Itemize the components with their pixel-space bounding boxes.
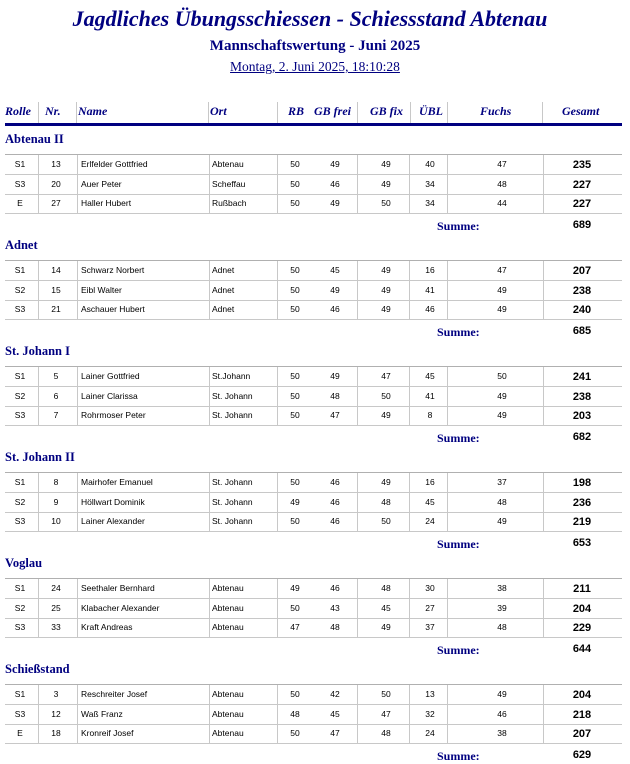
- cell-name: Klabacher Alexander: [81, 602, 160, 613]
- col-header-ort: Ort: [210, 104, 227, 118]
- cell-rolle: S3: [14, 622, 26, 632]
- cell-gesamt: 241: [572, 371, 592, 383]
- cell-ort: St. Johann: [212, 410, 253, 420]
- cell-gb-frei: 45: [330, 265, 340, 275]
- team-sum: 689: [572, 218, 592, 231]
- cell-gesamt: 227: [572, 198, 592, 210]
- page-subtitle: Mannschaftswertung - Juni 2025: [209, 38, 421, 54]
- cell-uebl: 41: [425, 390, 435, 401]
- cell-gesamt: 236: [572, 496, 592, 509]
- cell-gb-fix: 49: [381, 304, 391, 314]
- cell-gb-frei: 49: [330, 159, 340, 169]
- cell-name: Kronreif Josef: [81, 728, 134, 738]
- cell-rb: 50: [290, 728, 300, 738]
- cell-gb-frei: 46: [330, 178, 340, 189]
- team-name: Schießstand: [5, 662, 70, 676]
- table-row: [5, 705, 622, 725]
- cell-nr: 12: [51, 708, 61, 719]
- cell-gb-fix: 50: [381, 198, 391, 208]
- cell-fuchs: 49: [497, 516, 507, 526]
- team-sum: 653: [572, 536, 592, 549]
- cell-gb-frei: 43: [330, 602, 340, 613]
- cell-fuchs: 47: [497, 159, 507, 169]
- cell-nr: 3: [53, 689, 59, 699]
- cell-gb-fix: 49: [381, 265, 391, 275]
- cell-rb: 50: [290, 284, 300, 295]
- cell-rolle: S3: [14, 304, 26, 314]
- cell-rb: 50: [290, 159, 300, 169]
- cell-name: Mairhofer Emanuel: [81, 477, 153, 487]
- table-row: [5, 685, 622, 705]
- cell-rolle: S1: [14, 689, 26, 699]
- cell-uebl: 13: [425, 689, 435, 699]
- cell-gesamt: 227: [572, 178, 592, 191]
- cell-rolle: S1: [14, 583, 26, 593]
- cell-uebl: 24: [425, 728, 435, 738]
- col-header-uebl: ÜBL: [419, 104, 443, 118]
- cell-fuchs: 49: [497, 390, 507, 401]
- cell-nr: 15: [51, 284, 61, 295]
- cell-gb-fix: 50: [381, 689, 391, 699]
- cell-name: Waß Franz: [81, 708, 123, 719]
- cell-uebl: 30: [425, 583, 435, 593]
- team-name: St. Johann II: [5, 450, 75, 464]
- cell-fuchs: 49: [497, 689, 507, 699]
- cell-uebl: 46: [425, 304, 435, 314]
- cell-ort: Rußbach: [212, 198, 247, 208]
- cell-gesamt: 238: [572, 284, 592, 297]
- cell-rb: 50: [290, 304, 300, 314]
- cell-gb-fix: 49: [381, 622, 391, 632]
- col-header-rolle: Rolle: [5, 104, 31, 118]
- cell-gb-fix: 47: [381, 708, 391, 719]
- cell-name: Lainer Gottfried: [81, 371, 140, 381]
- cell-uebl: 24: [425, 516, 435, 526]
- cell-rb: 47: [290, 622, 300, 632]
- cell-rb: 49: [290, 496, 300, 507]
- cell-uebl: 16: [425, 265, 435, 275]
- col-header-gesamt: Gesamt: [562, 104, 600, 118]
- cell-rolle: S1: [14, 159, 26, 169]
- cell-gb-fix: 48: [381, 583, 391, 593]
- cell-rolle: E: [17, 728, 23, 738]
- cell-gb-fix: 49: [381, 284, 391, 295]
- cell-nr: 8: [53, 477, 59, 487]
- cell-rb: 50: [290, 410, 300, 420]
- cell-fuchs: 46: [497, 708, 507, 719]
- cell-gb-fix: 48: [381, 728, 391, 738]
- cell-name: Erlfelder Gottfried: [81, 159, 148, 169]
- table-row: [5, 599, 622, 619]
- col-header-rb: RB: [288, 104, 305, 118]
- cell-gb-fix: 49: [381, 477, 391, 487]
- cell-rolle: S1: [14, 477, 26, 487]
- cell-ort: St. Johann: [212, 496, 253, 507]
- cell-uebl: 40: [425, 159, 435, 169]
- cell-name: Schwarz Norbert: [81, 265, 145, 275]
- cell-rb: 50: [290, 371, 300, 381]
- cell-nr: 27: [51, 198, 61, 208]
- cell-uebl: 16: [425, 477, 435, 487]
- cell-nr: 5: [53, 371, 59, 381]
- col-header-gb-frei: GB frei: [314, 104, 351, 118]
- cell-nr: 25: [51, 602, 61, 613]
- cell-gesamt: 207: [572, 265, 592, 277]
- cell-gesamt: 204: [572, 602, 592, 615]
- cell-nr: 18: [51, 728, 61, 738]
- cell-gb-frei: 46: [330, 496, 340, 507]
- cell-ort: Abtenau: [212, 728, 244, 738]
- table-row: [5, 579, 622, 599]
- cell-uebl: 45: [425, 371, 435, 381]
- sum-label: Summe:: [437, 218, 480, 233]
- cell-name: Lainer Clarissa: [81, 390, 138, 401]
- col-header-fuchs: Fuchs: [480, 104, 512, 118]
- cell-nr: 33: [51, 622, 61, 632]
- cell-name: Reschreiter Josef: [81, 689, 148, 699]
- cell-gb-fix: 50: [381, 390, 391, 401]
- cell-ort: Abtenau: [212, 159, 244, 169]
- cell-gb-frei: 48: [330, 622, 340, 632]
- sum-label: Summe:: [437, 748, 480, 763]
- cell-fuchs: 38: [497, 728, 507, 738]
- cell-gb-frei: 47: [330, 410, 340, 420]
- page-title: Jagdliches Übungsschiessen - Schiessstand Abtenau: [72, 6, 548, 31]
- header-divider: [5, 123, 622, 126]
- cell-ort: Abtenau: [212, 602, 244, 613]
- cell-gb-frei: 47: [330, 728, 340, 738]
- cell-uebl: 34: [425, 178, 435, 189]
- cell-rb: 50: [290, 265, 300, 275]
- cell-name: Eibl Walter: [81, 284, 122, 295]
- cell-gesamt: 203: [572, 410, 592, 422]
- team-sum: 644: [572, 642, 592, 655]
- cell-gb-fix: 45: [381, 602, 391, 613]
- cell-ort: St.Johann: [212, 371, 251, 381]
- cell-rb: 50: [290, 516, 300, 526]
- cell-rb: 50: [290, 178, 300, 189]
- cell-gesamt: 229: [572, 622, 592, 634]
- cell-gb-frei: 49: [330, 284, 340, 295]
- cell-ort: Abtenau: [212, 708, 244, 719]
- cell-nr: 21: [51, 304, 61, 314]
- cell-fuchs: 48: [497, 496, 507, 507]
- cell-gb-frei: 49: [330, 371, 340, 381]
- cell-rolle: S1: [14, 265, 26, 275]
- cell-nr: 10: [51, 516, 61, 526]
- cell-rolle: S3: [14, 410, 26, 420]
- cell-gesamt: 238: [572, 390, 592, 403]
- sum-label: Summe:: [437, 430, 480, 445]
- cell-rb: 50: [290, 390, 300, 401]
- cell-rolle: S3: [14, 516, 26, 526]
- cell-name: Kraft Andreas: [81, 622, 133, 632]
- sum-label: Summe:: [437, 642, 480, 657]
- report-date: Montag, 2. Juni 2025, 18:10:28: [230, 59, 400, 74]
- cell-rolle: S2: [14, 496, 26, 507]
- cell-fuchs: 44: [497, 198, 507, 208]
- cell-gb-fix: 48: [381, 496, 391, 507]
- cell-name: Aschauer Hubert: [81, 304, 145, 314]
- cell-fuchs: 39: [497, 602, 507, 613]
- cell-rolle: S2: [14, 390, 26, 401]
- cell-uebl: 45: [425, 496, 435, 507]
- cell-rolle: E: [17, 198, 23, 208]
- team-sum: 682: [572, 430, 592, 443]
- team-name: Abtenau II: [5, 132, 64, 146]
- cell-nr: 20: [51, 178, 61, 189]
- cell-fuchs: 47: [497, 265, 507, 275]
- cell-nr: 24: [51, 583, 61, 593]
- col-header-nr: Nr.: [45, 104, 61, 118]
- cell-gb-fix: 50: [381, 516, 391, 526]
- cell-nr: 7: [53, 410, 59, 420]
- cell-ort: Adnet: [212, 304, 235, 314]
- cell-gesamt: 211: [573, 583, 591, 595]
- cell-gb-fix: 49: [381, 410, 391, 420]
- cell-nr: 6: [53, 390, 59, 401]
- cell-ort: St. Johann: [212, 516, 253, 526]
- cell-uebl: 37: [425, 622, 435, 632]
- cell-rb: 49: [290, 583, 300, 593]
- cell-name: Haller Hubert: [81, 198, 132, 208]
- team-sum: 629: [572, 748, 592, 761]
- cell-ort: Adnet: [212, 284, 235, 295]
- cell-rolle: S2: [14, 284, 26, 295]
- cell-fuchs: 50: [497, 371, 507, 381]
- table-row: [5, 281, 622, 301]
- table-row: [5, 724, 622, 744]
- cell-ort: Scheffau: [212, 178, 246, 189]
- cell-rolle: S3: [14, 708, 26, 719]
- team-sum: 685: [572, 324, 592, 337]
- cell-uebl: 34: [425, 198, 435, 208]
- cell-gb-frei: 46: [330, 583, 340, 593]
- team-name: Voglau: [5, 556, 43, 570]
- table-header: [5, 104, 606, 124]
- cell-rb: 48: [290, 708, 300, 719]
- cell-gesamt: 204: [572, 689, 592, 701]
- cell-fuchs: 48: [497, 622, 507, 632]
- cell-gb-frei: 46: [330, 304, 340, 314]
- table-row: [5, 367, 622, 387]
- cell-nr: 13: [51, 159, 61, 169]
- cell-rb: 50: [290, 602, 300, 613]
- table-row: [5, 175, 622, 195]
- cell-gesamt: 198: [572, 477, 592, 489]
- cell-uebl: 32: [425, 708, 435, 719]
- table-row: [5, 618, 622, 638]
- cell-fuchs: 38: [497, 583, 507, 593]
- cell-gb-frei: 46: [330, 516, 340, 526]
- cell-uebl: 41: [425, 284, 435, 295]
- table-row: [5, 406, 622, 426]
- cell-gesamt: 218: [572, 708, 592, 721]
- cell-uebl: 27: [425, 602, 435, 613]
- cell-ort: Abtenau: [212, 622, 244, 632]
- cell-name: Auer Peter: [81, 178, 122, 189]
- table-row: [5, 387, 622, 407]
- cell-gesamt: 240: [572, 304, 592, 316]
- cell-rolle: S3: [14, 178, 26, 189]
- table-row: [5, 493, 622, 513]
- cell-name: Rohrmoser Peter: [81, 410, 146, 420]
- cell-fuchs: 37: [497, 477, 507, 487]
- cell-rb: 50: [290, 689, 300, 699]
- team-name: Adnet: [5, 238, 38, 252]
- cell-gb-fix: 47: [381, 371, 391, 381]
- cell-name: Seethaler Bernhard: [81, 583, 155, 593]
- table-row: [5, 261, 622, 281]
- cell-ort: St. Johann: [212, 390, 253, 401]
- cell-fuchs: 48: [497, 178, 507, 189]
- table-row: [5, 194, 622, 214]
- cell-name: Lainer Alexander: [81, 516, 145, 526]
- cell-rb: 50: [290, 477, 300, 487]
- cell-fuchs: 49: [497, 284, 507, 295]
- cell-gb-frei: 48: [330, 390, 340, 401]
- table-row: [5, 512, 622, 532]
- cell-ort: St. Johann: [212, 477, 253, 487]
- table-row: [5, 155, 622, 175]
- sum-label: Summe:: [437, 324, 480, 339]
- table-row: [5, 300, 622, 320]
- cell-rb: 50: [290, 198, 300, 208]
- cell-gesamt: 207: [572, 728, 592, 740]
- cell-rolle: S2: [14, 602, 26, 613]
- col-header-gb-fix: GB fix: [370, 104, 403, 118]
- table-row: [5, 473, 622, 493]
- cell-gb-frei: 49: [330, 198, 340, 208]
- cell-nr: 9: [53, 496, 59, 507]
- cell-ort: Abtenau: [212, 689, 244, 699]
- cell-gb-frei: 46: [330, 477, 340, 487]
- cell-gb-fix: 49: [381, 178, 391, 189]
- sum-label: Summe:: [437, 536, 480, 551]
- cell-fuchs: 49: [497, 410, 507, 420]
- cell-gb-frei: 45: [330, 708, 340, 719]
- cell-ort: Abtenau: [212, 583, 244, 593]
- cell-gesamt: 235: [572, 159, 592, 171]
- cell-name: Höllwart Dominik: [81, 496, 145, 507]
- col-header-name: Name: [78, 104, 108, 118]
- cell-gb-fix: 49: [381, 159, 391, 169]
- team-name: St. Johann I: [5, 344, 70, 358]
- cell-uebl: 8: [427, 410, 433, 420]
- cell-gesamt: 219: [572, 516, 592, 528]
- cell-gb-frei: 42: [330, 689, 340, 699]
- cell-ort: Adnet: [212, 265, 235, 275]
- cell-nr: 14: [51, 265, 61, 275]
- cell-rolle: S1: [14, 371, 26, 381]
- cell-fuchs: 49: [497, 304, 507, 314]
